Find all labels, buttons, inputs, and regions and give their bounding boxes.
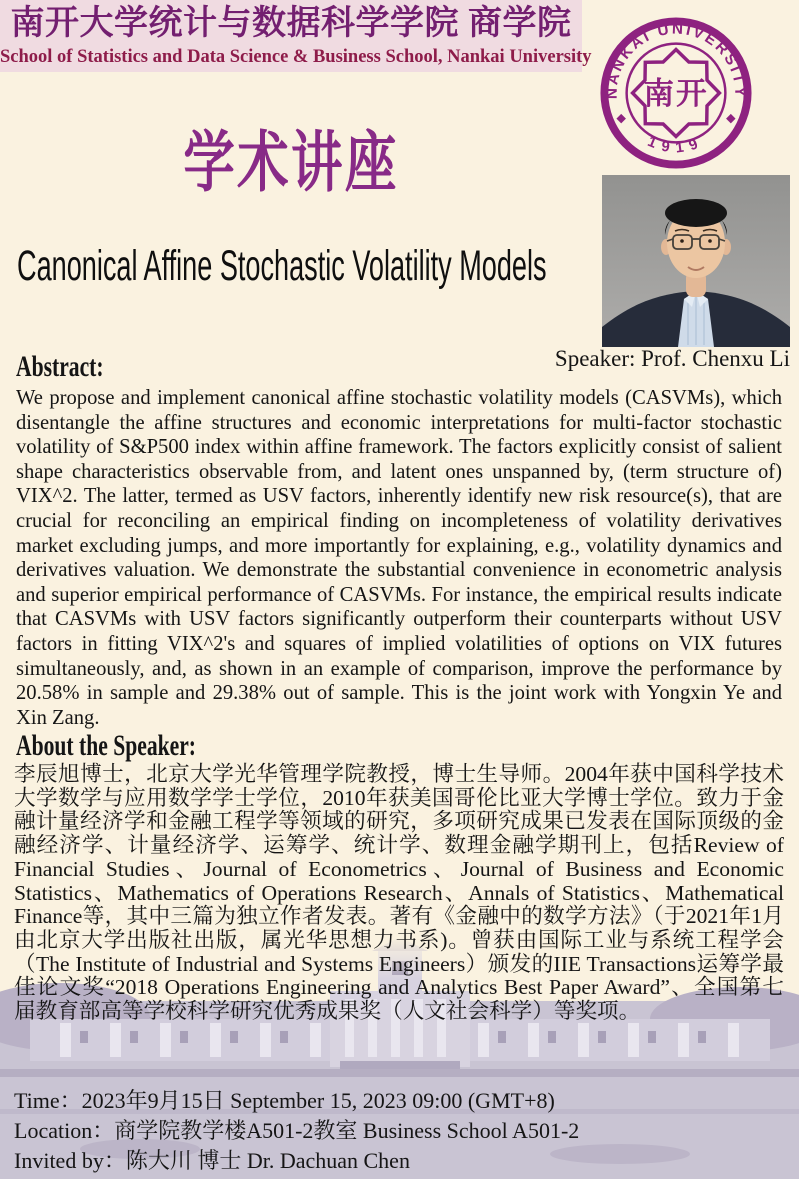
invited-by-label: Invited by：	[14, 1148, 126, 1173]
time-row	[14, 1086, 794, 1116]
abstract-heading: Abstract:	[16, 350, 104, 383]
logo-center-characters: 南开	[643, 76, 709, 111]
location-row	[14, 1116, 794, 1146]
location-value: 商学院教学楼A501-2教室 Business School A501-2	[114, 1118, 580, 1143]
invited-by-value: 陈大川 博士 Dr. Dachuan Chen	[125, 1148, 410, 1173]
invited-by-row	[14, 1146, 794, 1176]
header-band	[0, 0, 592, 72]
logo-right-dot	[726, 114, 735, 123]
logo-arc-text: NANKAI UNIVERSITY	[603, 20, 749, 100]
banner-wrap	[0, 128, 582, 201]
about-body: 李辰旭博士，北京大学光华管理学院教授，博士生导师。2004年获中国科学技术大学数学与应用数学学士学位，2010年获美国哥伦比亚大学博士学位。致力于金融计量经济学和金融工程学等领域的研究，多项研究成果已发表在国际顶级的金融经济学、计量经济学、运筹学、统计学、数理金融学期刊上，包括Review of Financial Studies、Journal of Econometrics、Journal of Business and Economic Statistics、Mathematics of Operations Research、Annals of Statistics、Mathematical Finance等，其中三篇为独立作者发表。著有《金融中的数学方法》（于2021年1月由北京大学出版社出版，属光华思想力书系)。曾获由国际工业与系统工程学会（The Institute of Industrial and Systems Engineers）颁发的IIE Transactions运筹学最佳论文奖“2018 Operations Engineering and Analytics Best Paper Award”、全国第七届教育部高等学校科学研究优秀成果奖（人文社会科学）等奖项。	[14, 762, 784, 1024]
event-details	[14, 1086, 794, 1176]
nankai-university-seal-icon	[597, 14, 755, 172]
time-value: 2023年9月15日 September 15, 2023 09:00 (GMT+8)	[81, 1088, 555, 1113]
logo-left-dot	[616, 114, 625, 123]
school-name-chinese: 南开大学统计与数据科学学院 商学院	[10, 5, 572, 42]
lecture-banner: 学术讲座	[183, 127, 399, 200]
about-heading: About the Speaker:	[16, 729, 197, 762]
talk-title: Canonical Affine Stochastic Volatility Models	[17, 242, 547, 290]
logo-year-text: 1919	[645, 133, 707, 157]
school-name-english: School of Statistics and Data Science & Business School, Nankai University	[0, 47, 592, 67]
abstract-body: We propose and implement canonical affine stochastic volatility models (CASVMs), which disentangle the affine structures and economic interpretations for multi-factor stochastic volatility of S&P500 index within affine framework. The factors explicitly consist of salient shape characteristics observable from, and latent ones unspanned by, (term structure of) VIX^2. The latter, termed as USV factors, inherently identify new risk resource(s), that are crucial for reconciling an empirical finding on incompleteness of volatility derivatives market excluding jumps, and more importantly for explaining, e.g., volatility dynamics and derivatives valuation. We demonstrate the substantial convenience in econometric analysis and superior empirical performance of CASVMs. For instance, the empirical results indicate that CASVMs with USV factors significantly outperform their counterparts without USV factors in fitting VIX^2's and squares of implied volatilities of options on VIX futures simultaneously, and, as shown in an example of comparison, improve the performance by 20.58% in sample and 29.38% out of sample. This is the joint work with Yongxin Ye and Xin Zang.	[16, 387, 782, 729]
speaker-photo	[602, 175, 790, 347]
time-label: Time：	[14, 1088, 82, 1113]
speaker-caption: Speaker: Prof. Chenxu Li	[554, 346, 790, 371]
location-label: Location：	[14, 1118, 115, 1143]
